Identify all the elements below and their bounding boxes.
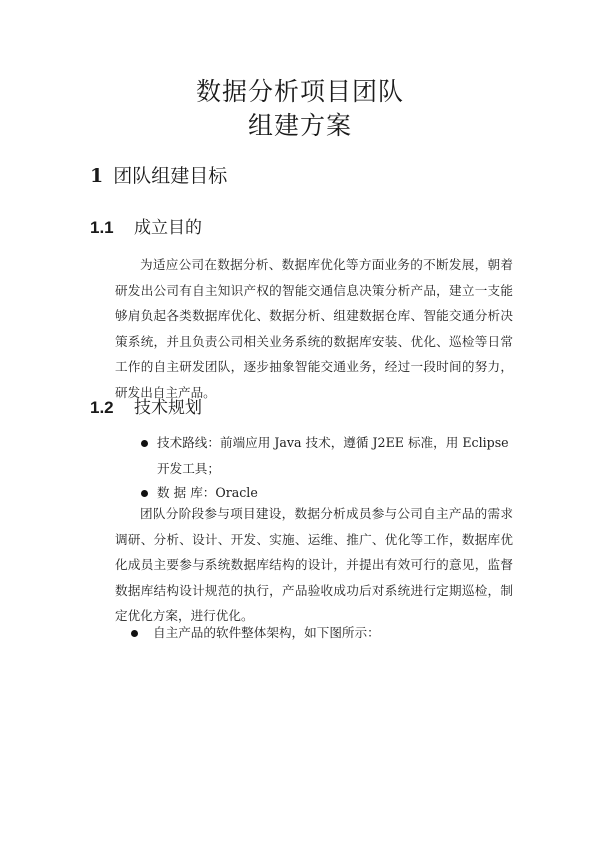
- section-1-1-paragraph: 为适应公司在数据分析、数据库优化等方面业务的不断发展，朝着研发出公司有自主知识产权的智能交通信息决策分析产品，建立一支能够肩负起各类数据库优化、数据分析、组建数据仓库、智能交通分析决策系统，并且负责公司相关业务系统的数据库安装、优化、巡检等日常工作的自主研发团队，逐步抽象智能交通业务，经过一段时间的努力，研发出自主产品。: [115, 257, 513, 400]
- bullet-architecture: 自主产品的软件整体架构，如下图所示：: [153, 625, 380, 640]
- section-1-heading: [90, 161, 227, 188]
- section-1-number: 1: [90, 165, 104, 187]
- bullet-dot-icon: [131, 630, 138, 637]
- section-1-1-title: 成立目的: [134, 218, 202, 238]
- section-1-2-title: 技术规划: [134, 398, 202, 418]
- section-1-1-heading: [90, 213, 202, 238]
- section-1-1-number: 1.1: [90, 218, 114, 237]
- doc-title-line1: 数据分析项目团队: [195, 77, 404, 106]
- section-1-2-number: 1.2: [90, 398, 114, 417]
- bullet-dot-icon: [141, 490, 148, 497]
- section-1-title: 团队组建目标: [113, 165, 228, 187]
- section-1-2-paragraph: 团队分阶段参与项目建设，数据分析成员参与公司自主产品的需求调研、分析、设计、开发、实施、运维、推广、优化等工作，数据库优化成员主要参与系统数据库结构的设计，并提出有效可行的意见，监督数据库结构设计规范的执行，产品验收成功后对系统进行定期巡检，制定优化方案，进行优化。: [115, 506, 513, 623]
- bullet-dot-icon: [141, 440, 148, 447]
- doc-title-line2: 组建方案: [247, 111, 352, 140]
- bullet-database: 数 据 库：Oracle: [157, 485, 258, 500]
- section-1-2-heading: [90, 393, 202, 418]
- bullet-tech-route: 技术路线：前端应用 Java 技术，遵循 J2EE 标准，用 Eclipse 开发工具；: [157, 435, 509, 476]
